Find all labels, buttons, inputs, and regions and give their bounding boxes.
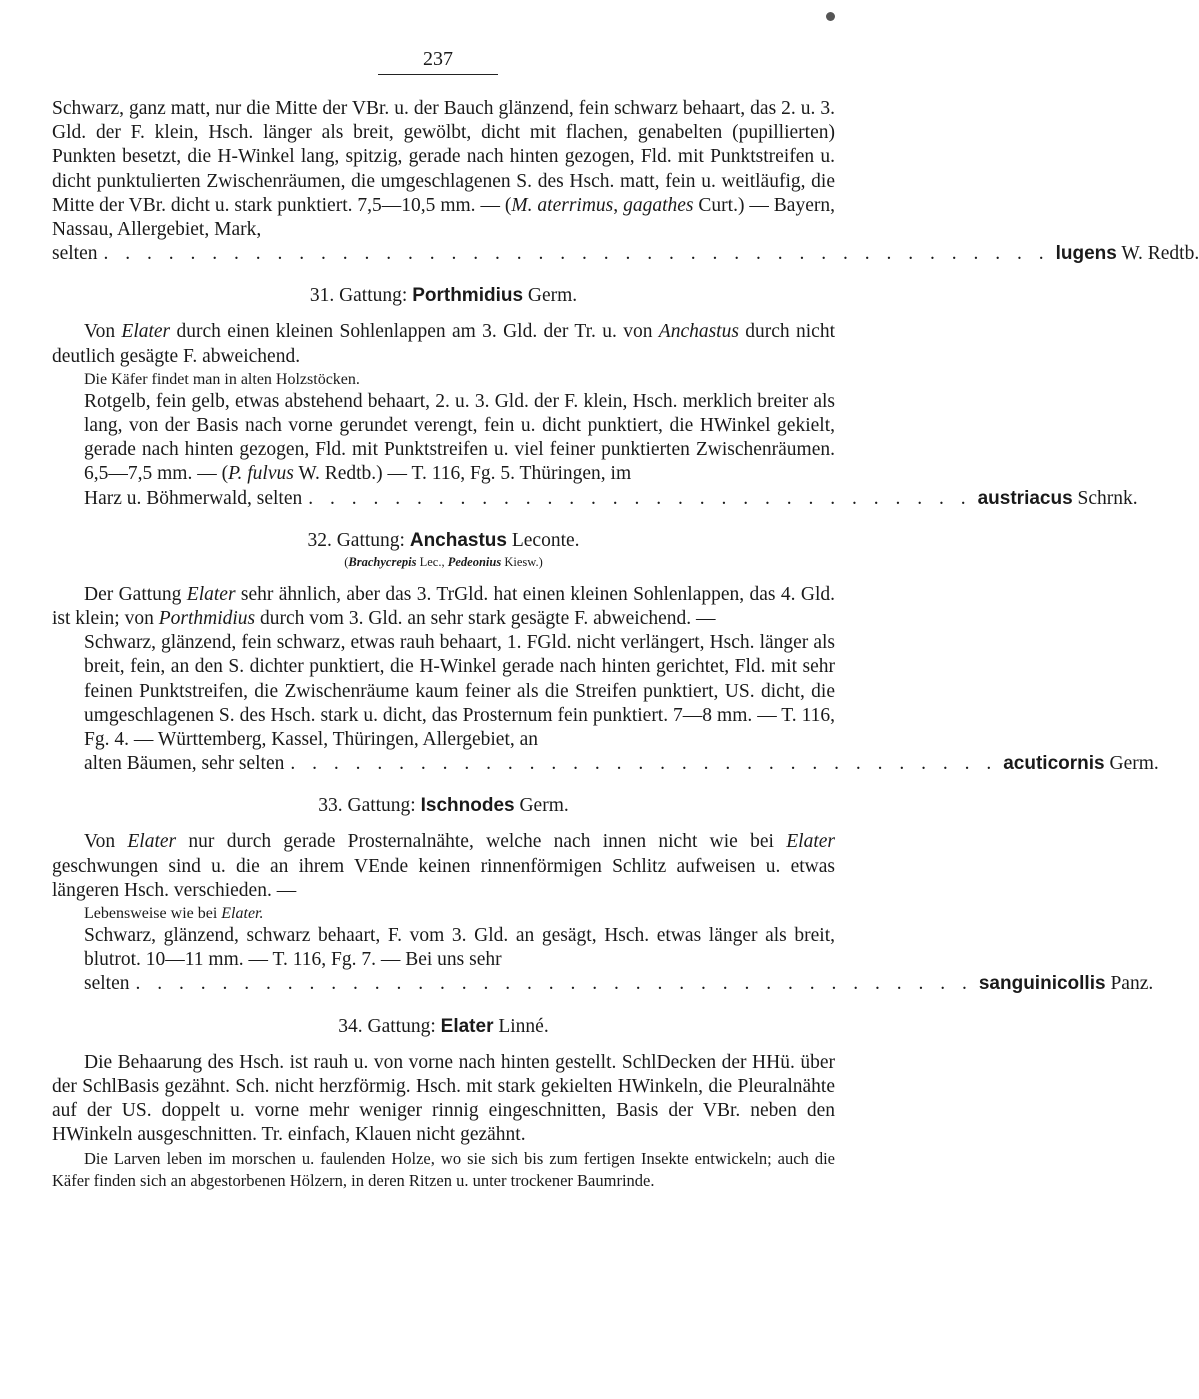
species-line-acuticornis: alten Bäumen, sehr selten . . . . . . . . . . . . . . . . . . . . . . . . . . . . . . . . . acuticornis Germ. xyxy=(52,752,835,776)
page-number: 237 xyxy=(378,48,498,75)
species-author: W. Redtb. xyxy=(1121,243,1199,265)
genus-note: Die Larven leben im morschen u. faulenden Holze, wo sie sich bis zum fertigen Insekte entwickeln; auch die Käfer finden sich an abgestorbenen Hölzern, in deren Ritzen u. unter trockener Baumrinde. xyxy=(52,1148,835,1190)
species-author: Schrnk. xyxy=(1077,487,1138,509)
genus-synonyms: (Brachycrepis Lec., Pedeonius Kiesw.) xyxy=(344,554,543,569)
dot-leader: . . . . . . . . . . . . . . . . . . . . . . . . . . . . . . . . . . . . . . . . . . . . xyxy=(103,243,1050,265)
genus-heading-elater: 34. Gattung: Elater Linné. xyxy=(338,1015,549,1037)
genus-description: Der Gattung Elater sehr ähnlich, aber das 3. TrGld. hat einen kleinen Sohlenlappen, das 4. Gld. ist klein; von Porthmidius durch vom 3. Gld. an sehr stark gesägte F. abweichend. — xyxy=(52,583,835,630)
dot-leader: . . . . . . . . . . . . . . . . . . . . . . . . . . . . . . . . . . . . . . . xyxy=(135,973,973,995)
species-description: Schwarz, glänzend, schwarz behaart, F. vom 3. Gld. an gesägt, Hsch. etwas länger als breit, blutrot. 10—11 mm. — T. 116, Fg. 7. — Bei uns sehr xyxy=(84,925,835,971)
species-line-austriacus: Harz u. Böhmerwald, selten . . . . . . . . . . . . . . . . . . . . . . . . . . . . . . . austriacus Schrnk. xyxy=(52,487,835,511)
species-description: Rotgelb, fein gelb, etwas abstehend behaart, 2. u. 3. Gld. der F. klein, Hsch. merklich breiter als lang, von der Basis nach vorne gerundet verengt, fein u. dicht punktiert, die HWinkel gekielt, gerade nach hinten gezogen, Fld. mit Punktstreifen u. viel feiner punktierten Zwischenräumen. 6,5—7,5 mm. — (P. fulvus W. Redtb.) — T. 116, Fg. 5. Thüringen, im xyxy=(84,390,835,485)
genus-heading-porthmidius: 31. Gattung: Porthmidius Germ. xyxy=(309,285,578,307)
species-description: Schwarz, glänzend, fein schwarz, etwas rauh behaart, 1. FGld. nicht verlängert, Hsch. länger als breit, fein, an den S. dichter punktiert, die H-Winkel gerade nach hinten gerichtet, Fld. mit sehr feinen Punktstreifen, die Zwischenräume kaum feiner als die Streifen punktiert, US. dicht, die umgeschlagenen S. des Hsch. stark u. dicht, das Prosternum fein punktiert. 7—8 mm. — T. 116, Fg. 4. — Württemberg, Kassel, Thüringen, Allergebiet, an xyxy=(84,632,835,751)
species-line-sanguinicollis: selten . . . . . . . . . . . . . . . . . . . . . . . . . . . . . . . . . . . . . . . sanguinicollis Panz. xyxy=(52,972,835,996)
species-name: sanguinicollis xyxy=(978,973,1106,995)
genus-description: Von Elater durch einen kleinen Sohlenlappen am 3. Gld. der Tr. u. von Anchastus durch nicht deutlich gesägte F. abweichend. xyxy=(52,321,835,367)
dot-leader: . . . . . . . . . . . . . . . . . . . . . . . . . . . . . . . . . xyxy=(290,753,998,775)
page-body xyxy=(52,97,1199,1192)
lugens-description: Schwarz, ganz matt, nur die Mitte der VBr. u. der Bauch glänzend, fein schwarz behaart, das 2. u. 3. Gld. der F. klein, Hsch. länger als breit, gewölbt, dicht mit flachen, genabelten (pupillierten) Punkten besetzt, die H-Winkel lang, spitzig, gerade nach hinten gezogen, Fld. mit Punktstreifen u. dicht punktulierten Zwischenräumen, die umgeschlagenen S. des Hsch. matt, fein u. weitläufig, die Mitte der VBr. dicht u. stark punktiert. 7,5—10,5 mm. — (M. aterrimus, gagathes Curt.) — Bayern, Nassau, Allergebiet, Mark, xyxy=(52,98,835,241)
species-name: acuticornis xyxy=(1003,753,1105,775)
species-author: Panz. xyxy=(1110,973,1154,995)
species-name: lugens xyxy=(1055,243,1117,265)
species-line-lugens: selten . . . . . . . . . . . . . . . . . . . . . . . . . . . . . . . . . . . . . . . . . . . . lugens W. Redtb. xyxy=(52,242,835,266)
species-name: austriacus xyxy=(977,487,1073,509)
genus-heading-anchastus: 32. Gattung: Anchastus Leconte. xyxy=(307,529,580,551)
genus-note: Die Käfer findet man in alten Holzstöcken. xyxy=(84,370,360,388)
ink-spot xyxy=(826,12,835,21)
species-author: Germ. xyxy=(1109,753,1159,775)
genus-description: Die Behaarung des Hsch. ist rauh u. von vorne nach hinten gestellt. SchlDecken der HHü. über der SchlBasis gezähnt. Sch. nicht herzförmig. Hsch. mit stark gekielten HWinkeln, die Pleuralnähte auf der US. doppelt u. vorne mehr weniger rinnig eingeschnitten, Basis der VBr. neben den HWinkeln ausgeschnitten. Tr. einfach, Klauen nicht gezähnt. xyxy=(52,1051,835,1146)
genus-note: Lebensweise wie bei Elater. xyxy=(84,905,264,923)
genus-heading-ischnodes: 33. Gattung: Ischnodes Germ. xyxy=(318,795,569,817)
dot-leader: . . . . . . . . . . . . . . . . . . . . . . . . . . . . . . . xyxy=(308,487,972,509)
genus-description: Von Elater nur durch gerade Prosternalnähte, welche nach innen nicht wie bei Elater geschwungen sind u. die an ihrem VEnde keinen rinnenförmigen Schlitz aufweisen u. etwas längeren Hsch. verschieden. — xyxy=(52,831,835,901)
